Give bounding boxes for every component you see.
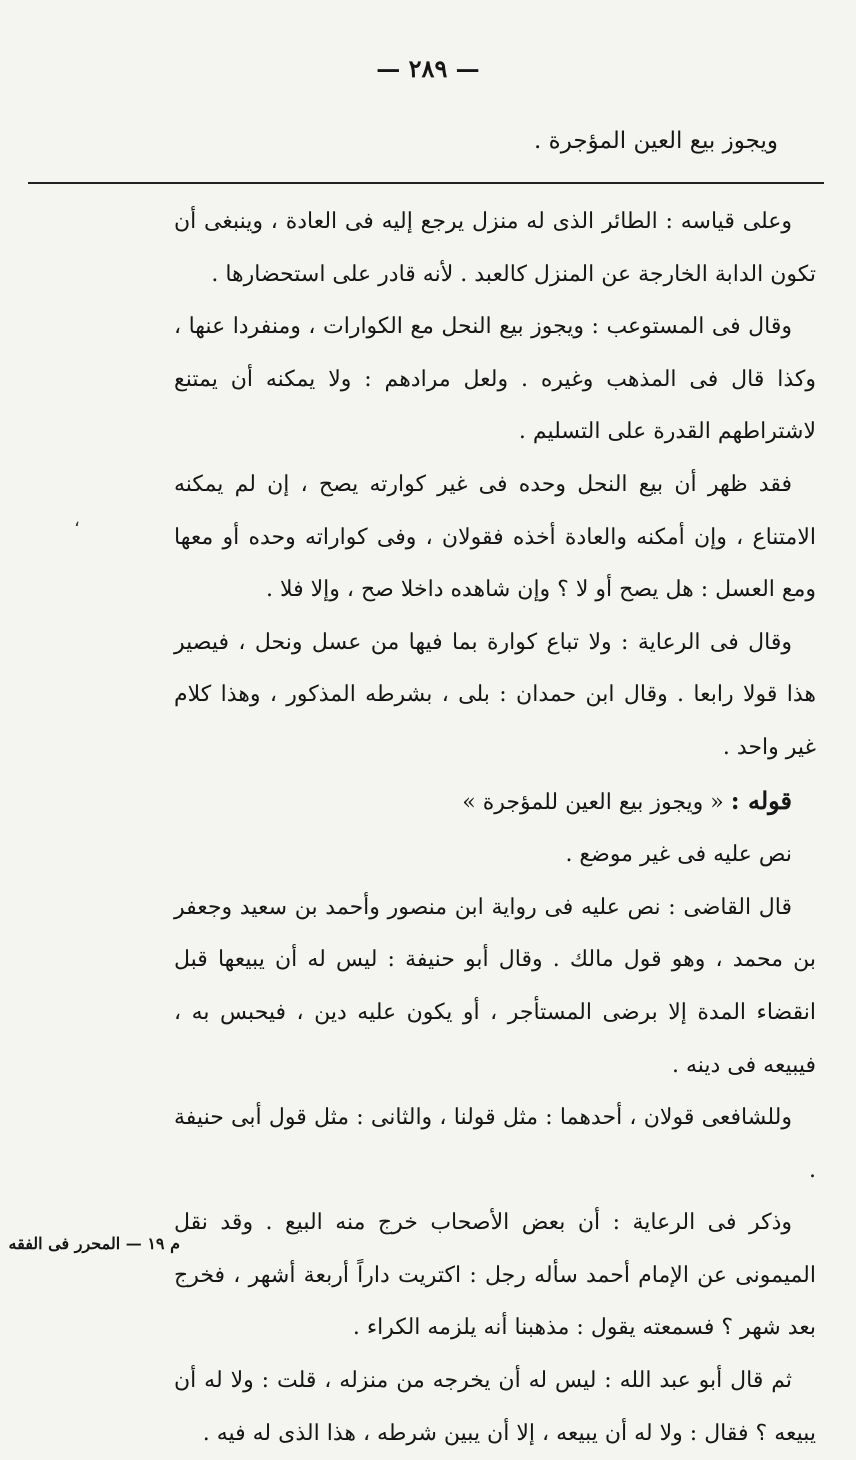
paragraph: وللشافعى قولان ، أحدهما : مثل قولنا ، والثانى : مثل قول أبى حنيفة . — [174, 1105, 816, 1183]
paragraph: نص عليه فى غير موضع . — [565, 842, 792, 868]
section-heading — [174, 775, 816, 830]
heading-quote: « ويجوز بيع العين للمؤجرة » — [462, 789, 724, 815]
heading-label: قوله : — [730, 785, 792, 815]
paragraph: فقد ظهر أن بيع النحل وحده فى غير كوارته يصح ، إن لم يمكنه الامتناع ، وإن أمكنه والعادة أخذه فقولان ، وفى كواراته وحده أو معها ومع العسل : هل يصح أو لا ؟ وإن شاهده داخلا صح ، وإلا فلا . — [174, 471, 816, 603]
paragraph: قال القاضى : نص عليه فى رواية ابن منصور وأحمد بن سعيد وجعفر بن محمد ، وهو قول مالك . وقال أبو حنيفة : ليس له أن يبيعها قبل انقضاء المدة إلا برضى المستأجر ، أو يكون عليه دين ، فيحبس به ، فيبيعه فى دينه . — [174, 894, 816, 1078]
signature-footer: م ١٩ — المحرر فى الفقه — [8, 1234, 180, 1253]
paragraph: وعلى قياسه : الطائر الذى له منزل يرجع إليه فى العادة ، وينبغى أن تكون الدابة الخارجة عن المنزل كالعبد . لأنه قادر على استحضارها . — [174, 209, 816, 287]
margin-mark: ، — [74, 510, 80, 531]
paragraph: ثم قال أبو عبد الله : ليس له أن يخرجه من منزله ، قلت : ولا له أن يبيعه ؟ فقال : ولا له أن يبيعه ، إلا أن يبين شرطه ، هذا الذى له فيه . — [174, 1368, 816, 1446]
paragraph: وقال فى المستوعب : ويجوز بيع النحل مع الكوارات ، ومنفردا عنها ، وكذا قال فى المذهب وغيره . ولعل مرادهم : ولا يمكنه أن يمتنع لاشتراطهم القدرة على التسليم . — [174, 314, 816, 445]
continued-text-line: ويجوز بيع العين المؤجرة . — [534, 128, 778, 154]
paragraph: وذكر فى الرعاية : أن بعض الأصحاب خرج منه البيع . وقد نقل الميمونى عن الإمام أحمد سأله رجل : اكتريت داراً أربعة أشهر ، فخرج بعد شهر ؟ فسمعته يقول : مذهبنا أنه يلزمه الكراء . — [174, 1210, 816, 1341]
footnote-divider-rule — [28, 182, 824, 184]
paragraph: وقال فى الرعاية : ولا تباع كوارة بما فيها من عسل ونحل ، فيصير هذا قولا رابعا . وقال ابن حمدان : بلى ، بشرطه المذكور ، وهذا كلام غير واحد . — [174, 629, 816, 760]
page-number: — ٢٨٩ — — [376, 54, 480, 83]
commentary-body — [174, 196, 816, 1460]
